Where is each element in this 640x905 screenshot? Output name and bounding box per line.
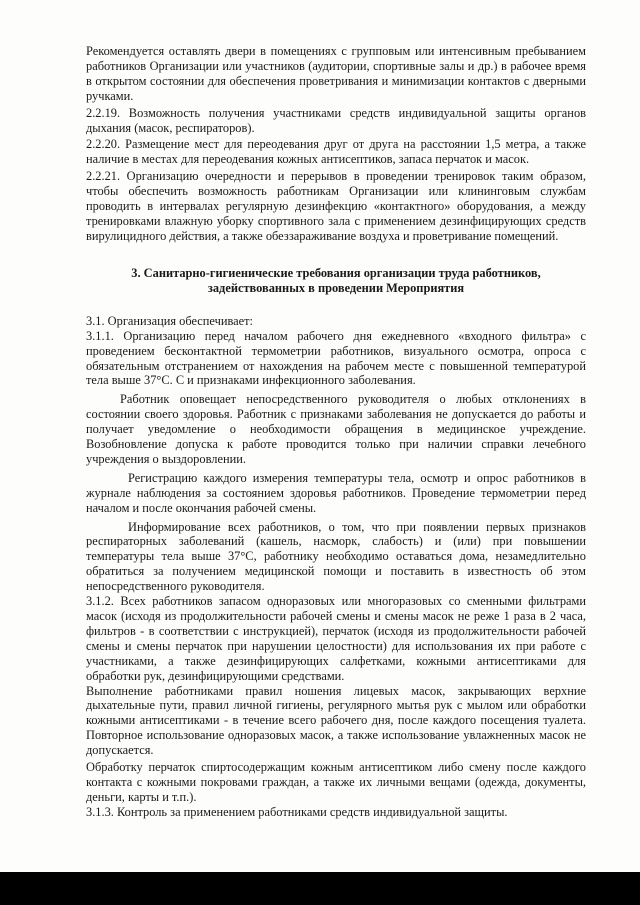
paragraph-employee-notification: Работник оповещает непосредственного руководителя о любых отклонениях в состоянии своего здоровья. Работник с признаками заболевания не допускается до работы и получает уведомление о необходимости обращения в медицинское учреждение. Возобновление допуска к работе проводится только при наличии справки лечебного учреждения о выздоровлении. <box>86 392 586 466</box>
paragraph-3-1-2: 3.1.2. Всех работников запасом одноразовых или многоразовых со сменными фильтрами масок (исходя из продолжительности рабочей смены и смены масок не реже 1 раза в 2 часа, фильтров - в соответствии с инструкцией), перчаток (исходя из продолжительности рабочей смены и смены перчаток при нарушении целостности) для использования их при работе с участниками, а также дезинфицирующих салфетками, кожными антисептиками для обработки рук, дезинфицирующими средствами. <box>86 594 586 683</box>
paragraph-mask-rules: Выполнение работниками правил ношения лицевых масок, закрывающих верхние дыхательные пути, правил личной гигиены, регулярного мытья рук с мылом или обработки кожными антисептиками - в течение всего рабочего дня, после каждого посещения туалета. Повторное использование одноразовых масок, а также использование увлажненных масок не допускается. <box>86 683 586 758</box>
paragraph-3-1-1: 3.1.1. Организацию перед началом рабочего дня ежедневного «входного фильтра» с проведением бесконтактной термометрии работников, визуального осмотра, опроса с обязательным отстранением от нахождения на рабочем месте с повышенной температурой тела выше 37°С. С и признаками инфекционного заболевания. <box>86 328 586 388</box>
paragraph-2-2-19: 2.2.19. Возможность получения участниками средств индивидуальной защиты органов дыхания (масок, респираторов). <box>86 105 586 135</box>
paragraph-3-1-3: 3.1.3. Контроль за применением работниками средств индивидуальной защиты. <box>86 804 508 819</box>
section-heading: 3. Санитарно-гигиенические требования организации труда работников, задействованных в проведении Мероприятия <box>131 265 541 295</box>
paragraph-2-2-21: 2.2.21. Организацию очередности и перерывов в проведении тренировок таким образом, чтобы обеспечить возможность работникам Организации или клининговым службам проводить в интервалах регулярную дезинфекцию «контактного» оборудования, а между тренировками влажную уборку спортивного зала с применением дезинфицирующих средств вирулицидного действия, а также обеззараживание воздуха и проветривание помещений. <box>86 169 586 243</box>
paragraph-door-ventilation: Рекомендуется оставлять двери в помещениях с групповым или интенсивным пребыванием работников Организации или участников (аудитории, спортивные залы и др.) в рабочее время в открытом состоянии для обеспечения проветривания и минимизации контактов с дверными ручками. <box>86 44 586 103</box>
paragraph-2-2-20: 2.2.20. Размещение мест для переодевания друг от друга на расстоянии 1,5 метра, а также наличие в местах для переодевания кожных антисептиков, запаса перчаток и масок. <box>86 137 586 167</box>
paragraph-temperature-registration: Регистрацию каждого измерения температуры тела, осмотр и опрос работников в журнале наблюдения за состоянием здоровья работников. Проведение термометрии перед началом и после окончания рабочей смены. <box>86 470 586 515</box>
document-body <box>86 44 586 820</box>
paragraph-3-1: 3.1. Организация обеспечивает: <box>86 313 253 328</box>
paragraph-glove-treatment: Обработку перчаток спиртосодержащим кожным антисептиком либо смену после каждого контакта с кожными покровами граждан, а также их личными вещами (одежда, документы, деньги, карты и т.п.). <box>86 760 586 804</box>
paragraph-informing-employees: Информирование всех работников, о том, что при появлении первых признаков респираторных заболеваний (кашель, насморк, слабость) и (или) при повышении температуры тела выше 37°С, работнику необходимо оставаться дома, незамедлительно обратиться за получением медицинской помощи и поставить в известность об этом непосредственного руководителя. <box>86 519 586 594</box>
scan-bottom-border <box>0 872 640 905</box>
